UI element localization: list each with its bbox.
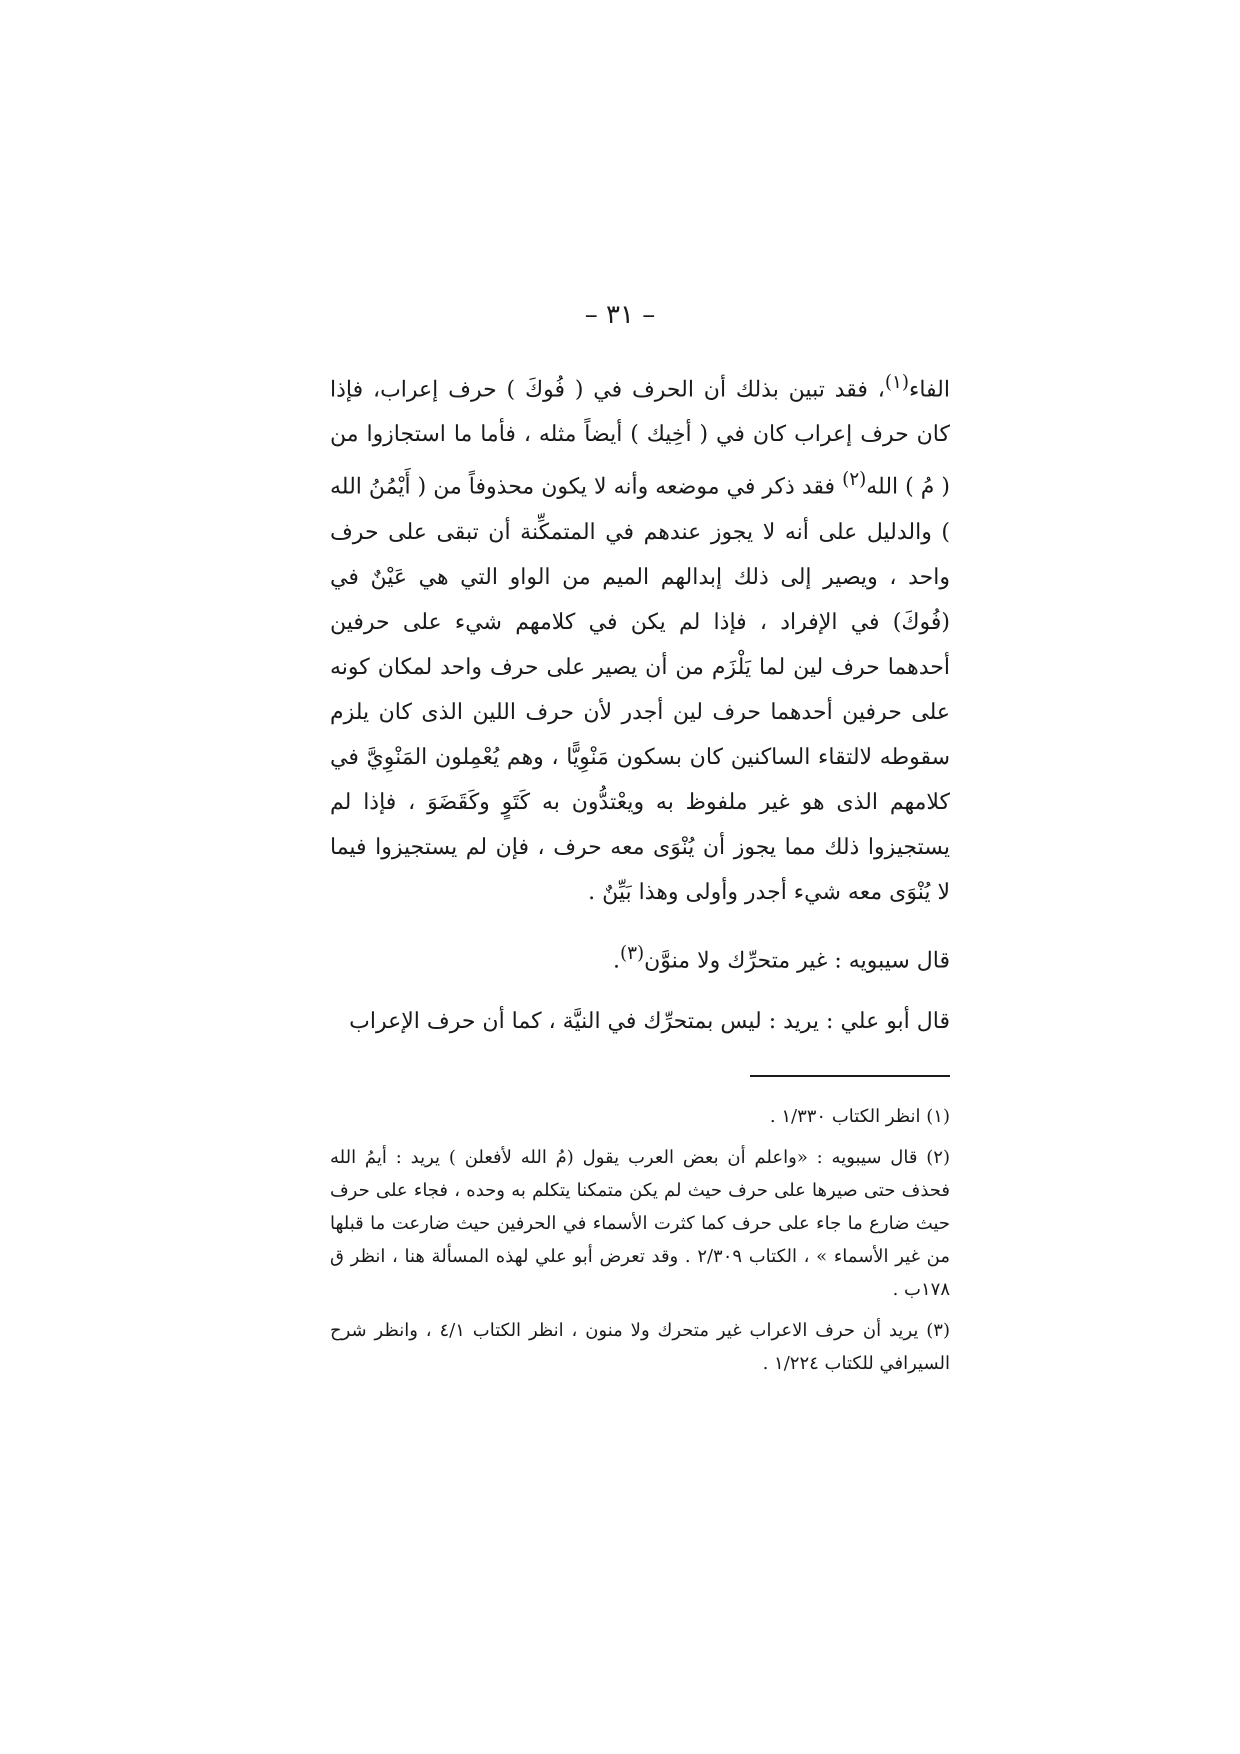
paragraph: الفاء$^{(١)}$، فقد تبين بذلك أن الحرف في ( فُوكَ ) حرف إعراب، فإذا كان حرف إعراب كان في ( أخِيك ) أيضاً مثله ، فأما ما استجازوا من ( مُ ) الله$^{(٢)}$ فقد ذكر في موضعه وأنه لا يكون محذوفاً من ( أَيْمُنُ الله ) والدليل على أنه لا يجوز عندهم في المتمكِّنة أن تبقى على حرف واحد ، ويصير إلى ذلك إبدالهم الميم من الواو التي هي عَيْنٌ في (فُوكَ) في الإفراد ، فإذا لم يكن في كلامهم شيء على حرفين أحدهما حرف لين لما يَلْزَم من أن يصير على حرف واحد لمكان كونه على حرفين أحدهما حرف لين أجدر لأن حرف اللين الذى كان يلزم سقوطه لالتقاء الساكنين كان بسكون مَنْوِيًّا ، وهم يُعْمِلون المَنْوِيَّ في كلامهم الذى هو غير ملفوظ به ويعْتدُّون به كَتَوٍ وكَقَضَوَ ، فإذا لم يستجيزوا ذلك مما يجوز أن يُنْوَى معه حرف ، فإن لم يستجيزوا فيما لا يُنْوَى معه شيء أجدر وأولى وهذا بَيِّنٌ . <box>330 372 951 905</box>
footnote: (٣) يريد أن حرف الاعراب غير متحرك ولا منون ، انظر الكتاب ٤/١ ، وانظر شرح السيرافي للكتاب ١/٢٢٤ . <box>330 1320 950 1374</box>
footnote-divider <box>750 1075 950 1077</box>
paragraph: قال أبو علي : يريد : ليس بمتحرِّك في النيَّة ، كما أن حرف الإعراب <box>349 1008 950 1034</box>
paragraph: قال سيبويه : غير متحرِّك ولا منوَّن$^{(٣)}$. <box>612 942 950 973</box>
footnote: (١) انظر الكتاب ١/٣٣٠ . <box>769 1106 950 1127</box>
footnotes <box>330 1100 950 1388</box>
footnote: (٢) قال سيبويه : «واعلم أن بعض العرب يقول (مُ الله لأفعلن ) يريد : أيمُ الله فحذف حتى صيرها على حرف حيث لم يكن متمكنا يتكلم به وحده ، فجاء على حرف حيث ضارع ما جاء على حرف كما كثرت الأسماء في الحرفين حيث ضارعت ما قبلها من غير الأسماء » ، الكتاب ٢/٣٠٩ . وقد تعرض أبو علي لهذه المسألة هنا ، انظر ق ١٧٨ب . <box>330 1147 950 1300</box>
main-text <box>330 360 950 1044</box>
page-number: – ٣١ – <box>584 300 656 330</box>
